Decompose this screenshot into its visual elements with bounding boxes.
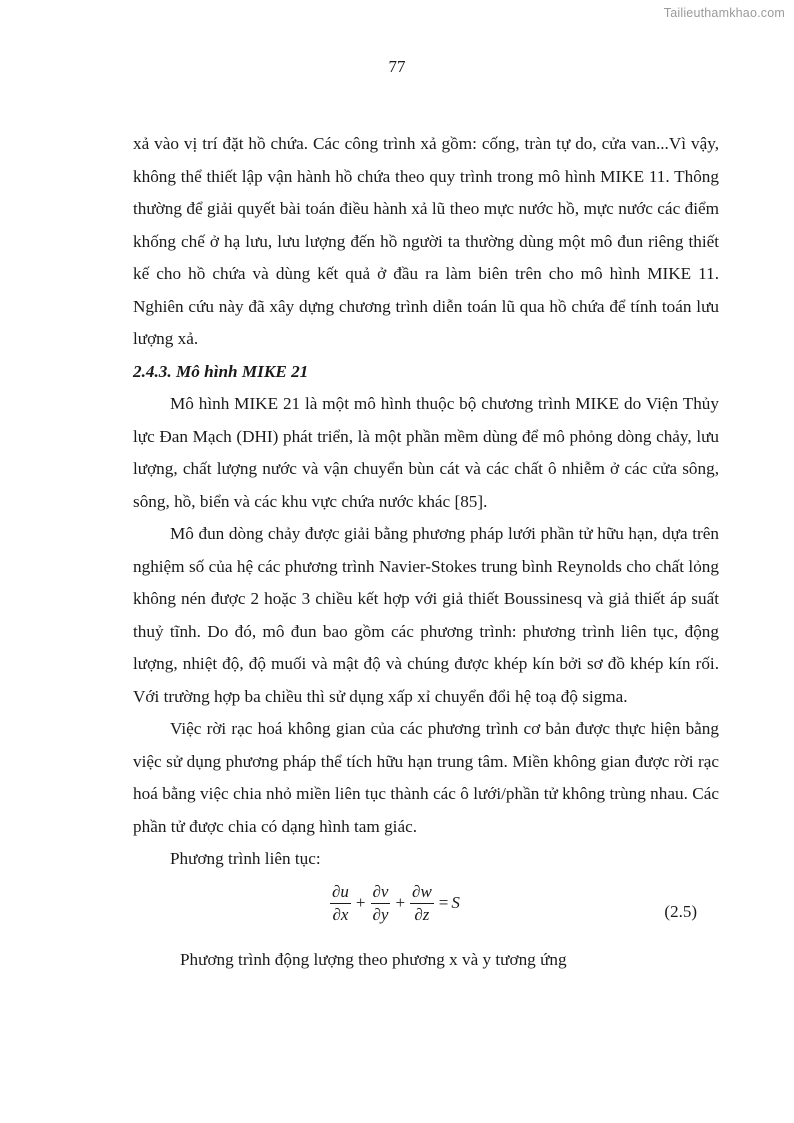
body-text — [133, 128, 719, 976]
equation-number: (2.5) — [664, 901, 697, 921]
watermark: Tailieuthamkhao.com — [663, 6, 785, 20]
equation-row — [133, 878, 719, 944]
equation-rhs: S — [451, 892, 460, 912]
fraction-dw-dz — [410, 882, 434, 925]
fraction-numerator: ∂u — [330, 882, 351, 904]
paragraph-flow-module: Mô đun dòng chảy được giải bằng phương pháp lưới phần tử hữu hạn, dựa trên nghiệm số của hệ các phương trình Navier-Stokes trung bình Reynolds cho chất lỏng không nén được 2 hoặc 3 chiều kết hợp với giả thiết Boussinesq và giả thiết áp suất thuỷ tĩnh. Do đó, mô đun bao gồm các phương trình: phương trình liên tục, động lượng, nhiệt độ, độ muối và mật độ và chúng được khép kín bởi sơ đồ khép kín rối. Với trường hợp ba chiều thì sử dụng xấp xỉ chuyển đổi hệ toạ độ sigma. — [133, 524, 719, 706]
plus-sign: + — [395, 892, 406, 912]
fraction-denominator: ∂x — [332, 904, 349, 924]
paragraph-momentum-label: Phương trình động lượng theo phương x và y tương ứng — [180, 949, 567, 969]
plus-sign: + — [355, 892, 366, 912]
page-number: 77 — [388, 57, 406, 76]
paragraph-continuation: xả vào vị trí đặt hồ chứa. Các công trình xả gồm: cống, tràn tự do, cửa van...Vì vậy, không thể thiết lập vận hành hồ chứa theo quy trình trong mô hình MIKE 11. Thông thường để giải quyết bài toán điều hành xả lũ theo mực nước hồ, mực nước các điểm khống chế ở hạ lưu, lưu lượng đến hồ người ta thường dùng một mô đun riêng thiết kế cho hồ chứa và dùng kết quả ở đầu ra làm biên trên cho mô hình MIKE 11. Nghiên cứu này đã xây dựng chương trình diễn toán lũ qua hồ chứa để tính toán lưu lượng xả. — [133, 134, 719, 348]
fraction-denominator: ∂z — [414, 904, 430, 924]
fraction-numerator: ∂v — [371, 882, 391, 904]
paragraph-mike21-intro: Mô hình MIKE 21 là một mô hình thuộc bộ chương trình MIKE do Viện Thủy lực Đan Mạch (DHI) phát triển, là một phần mềm dùng để mô phỏng dòng chảy, lưu lượng, chất lượng nước và vận chuyển bùn cát và các chất ô nhiễm ở các cửa sông, sông, hồ, biển và các khu vực chứa nước khác [85]. — [133, 394, 719, 511]
paragraph-continuity-label: Phương trình liên tục: — [170, 849, 321, 868]
fraction-dv-dy — [371, 882, 391, 925]
section-heading: 2.4.3. Mô hình MIKE 21 — [133, 361, 309, 381]
equals-sign: = — [438, 892, 449, 912]
continuity-equation — [328, 882, 460, 925]
fraction-denominator: ∂y — [372, 904, 389, 924]
paragraph-discretization: Việc rời rạc hoá không gian của các phương trình cơ bản được thực hiện bằng việc sử dụng phương pháp thể tích hữu hạn trung tâm. Miền không gian được rời rạc hoá bằng việc chia nhỏ miền liên tục thành các ô lưới/phần tử không trùng nhau. Các phần tử được chia có dạng hình tam giác. — [133, 719, 719, 836]
fraction-du-dx — [330, 882, 351, 925]
fraction-numerator: ∂w — [410, 882, 434, 904]
